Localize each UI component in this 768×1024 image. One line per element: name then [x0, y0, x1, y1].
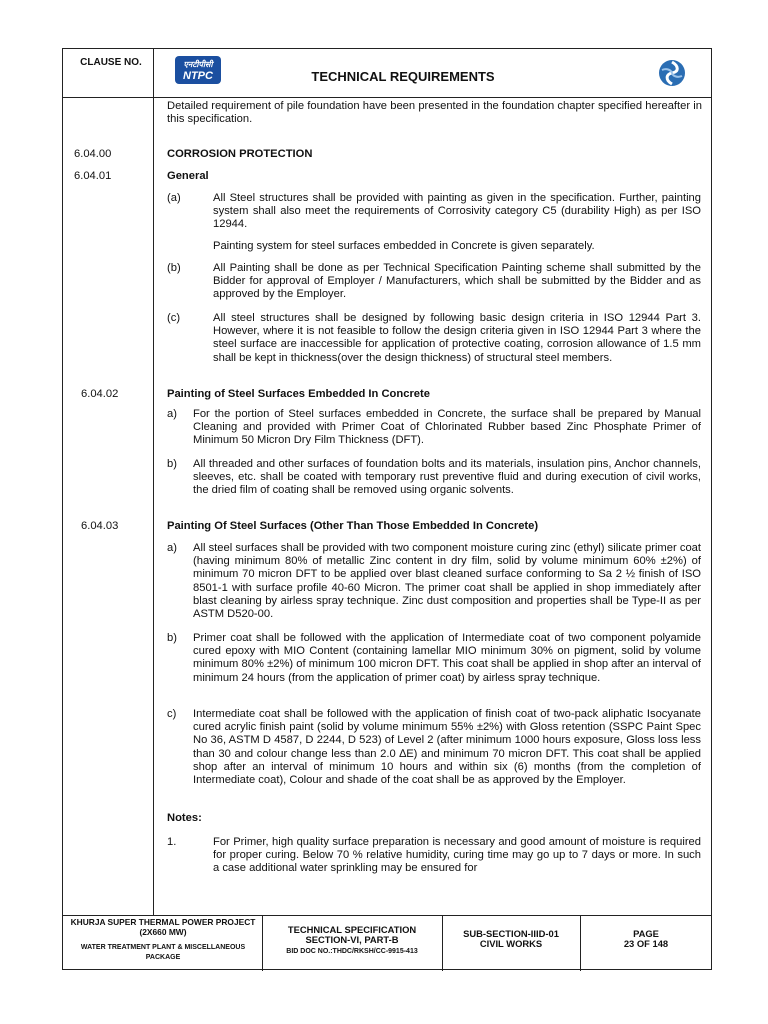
clause-number-6-04-03: 6.04.03 [81, 520, 119, 532]
list-marker: a) [167, 408, 177, 420]
footer-project-capacity: (2X660 MW) [139, 927, 187, 937]
footer-bid-doc: BID DOC NO.:THDC/RKSH/CC-9915-413 [286, 948, 418, 955]
list-marker: (b) [167, 262, 181, 274]
intro-paragraph: Detailed requirement of pile foundation have been presented in the foundation chapter specified hereafter in this specification. [167, 100, 702, 126]
list-item: For Primer, high quality surface preparation is necessary and good amount of moisture is required for proper curing. Below 70 % relative humidity, curing time may go up to 7 days or more. In such a case additional water sprinkling may be ensured for [213, 836, 701, 875]
company-emblem-icon [657, 58, 687, 88]
clause-number-6-04-01: 6.04.01 [74, 170, 112, 182]
heading-painting-other: Painting Of Steel Surfaces (Other Than Those Embedded In Concrete) [167, 520, 539, 532]
footer-subsection-name: CIVIL WORKS [479, 938, 543, 949]
footer-spec [263, 925, 441, 957]
clause-number-6-04-00: 6.04.00 [74, 148, 112, 160]
notes-heading: Notes: [167, 812, 202, 824]
footer-subsection [443, 929, 579, 949]
logo-hindi-text: एनटीपीसी [183, 60, 213, 69]
list-marker: (a) [167, 192, 181, 204]
logo-english-text: NTPC [183, 70, 213, 82]
list-item: All Painting shall be done as per Technical Specification Painting scheme shall submitted by the Bidder for approval of Employer / Manufacturers, which shall be submitted by the Bidder and as approved by the Employer. [213, 262, 701, 301]
list-item: All threaded and other surfaces of foundation bolts and its materials, insulation pins, Anchor channels, sleeves, etc. shall be coated with temporary rust preventive fluid and during execution of civil works, the dried film of coating shall be removed using organic solvents. [193, 458, 701, 497]
page-frame [62, 48, 712, 970]
footer-spec-section: SECTION-VI, PART-B [305, 934, 399, 945]
footer-project [65, 917, 261, 963]
list-item: All steel structures shall be designed by following basic design criteria in ISO 12944 Part 3. However, where it is not feasible to follow the design criteria given in ISO 12944 Part 3 where the steel surface are inaccessible for application of protective coating, corrosion allowance of 1.5 mm shall be kept in thickness(over the design thickness) of structural steel members. [213, 312, 701, 364]
list-item: For the portion of Steel surfaces embedded in Concrete, the surface shall be prepared by Manual Cleaning and provided with Primer Coat of Chlorinated Rubber based Zinc Phosphate Primer of Minimum 50 Micron Dry Film Thickness (DFT). [193, 408, 701, 447]
footer-divider [63, 915, 711, 916]
clause-column-divider-top [153, 49, 154, 97]
clause-no-label: CLAUSE NO. [80, 57, 142, 68]
footer-page-label: PAGE [633, 928, 659, 939]
list-item: Painting system for steel surfaces embedded in Concrete is given separately. [213, 240, 595, 252]
clause-column-divider [153, 97, 154, 915]
list-marker: (c) [167, 312, 181, 324]
list-item: Primer coat shall be followed with the application of Intermediate coat of two component polyamide cured epoxy with MIO Content (containing lamellar MIO minimum 30% on pigment, solid by volume minimum 80% ±2%) of minimum 100 micron DFT. This coat shall be applied in shop after an interval of minimum 24 hours (from the application of primer coat) by airless spray technique. [193, 632, 701, 684]
list-marker: 1. [167, 836, 177, 848]
list-marker: b) [167, 458, 177, 470]
clause-number-6-04-02: 6.04.02 [81, 388, 119, 400]
heading-painting-embedded: Painting of Steel Surfaces Embedded In Concrete [167, 388, 430, 400]
footer-package: WATER TREATMENT PLANT & MISCELLANEOUS PACKAGE [80, 944, 246, 961]
footer-subsection-no: SUB-SECTION-IIID-01 [463, 928, 559, 939]
list-marker: c) [167, 708, 177, 720]
footer-page-number: 23 OF 148 [623, 938, 669, 949]
ntpc-logo [175, 56, 221, 84]
list-marker: a) [167, 542, 177, 554]
footer-spec-title: TECHNICAL SPECIFICATION [287, 924, 417, 935]
footer-project-name: KHURJA SUPER THERMAL POWER PROJECT [70, 917, 256, 927]
list-item: Intermediate coat shall be followed with the application of finish coat of two-pack aliphatic Isocyanate cured acrylic finish paint (solid by volume minimum 55% ±2%) with Gloss retention (SSPC Paint Spec No 36, ASTM D 4587, D 2244, D 523) of Level 2 (after minimum 1000 hours exposure, Gloss loss less than 30 and colour change less than 2.0 ∆E) and minimum 70 micron DFT. This coat shall be applied shop after an interval of minimum 10 hours and within six (6) months (from the completion of Intermediate coat), Colour and shade of the coat shall be as approved by the Employer. [193, 708, 701, 787]
page-title: TECHNICAL REQUIREMENTS [311, 69, 495, 84]
footer-page [581, 929, 711, 949]
header-divider [63, 97, 711, 98]
list-marker: b) [167, 632, 177, 644]
heading-corrosion-protection: CORROSION PROTECTION [167, 148, 313, 160]
list-item: All steel surfaces shall be provided with two component moisture curing zinc (ethyl) silicate primer coat (having minimum 80% of metallic Zinc content in dry film, solid by volume minimum 60% ±2%) of minimum 70 micron DFT to be applied over blast cleaned surface conforming to Sa 2 ½ finish of ISO 8501-1 with surface profile 40-60 Micron. The primer coat shall be applied in shop immediately after blast cleaning by airless spray technique. Zinc dust composition and properties shall be Type-II as per ASTM D520-00. [193, 542, 701, 621]
list-item: All Steel structures shall be provided with painting as given in the specification. Further, painting system shall also meet the requirements of Corrosivity category C5 (durability High) as per ISO 12944. [213, 192, 701, 231]
heading-general: General [167, 170, 209, 182]
